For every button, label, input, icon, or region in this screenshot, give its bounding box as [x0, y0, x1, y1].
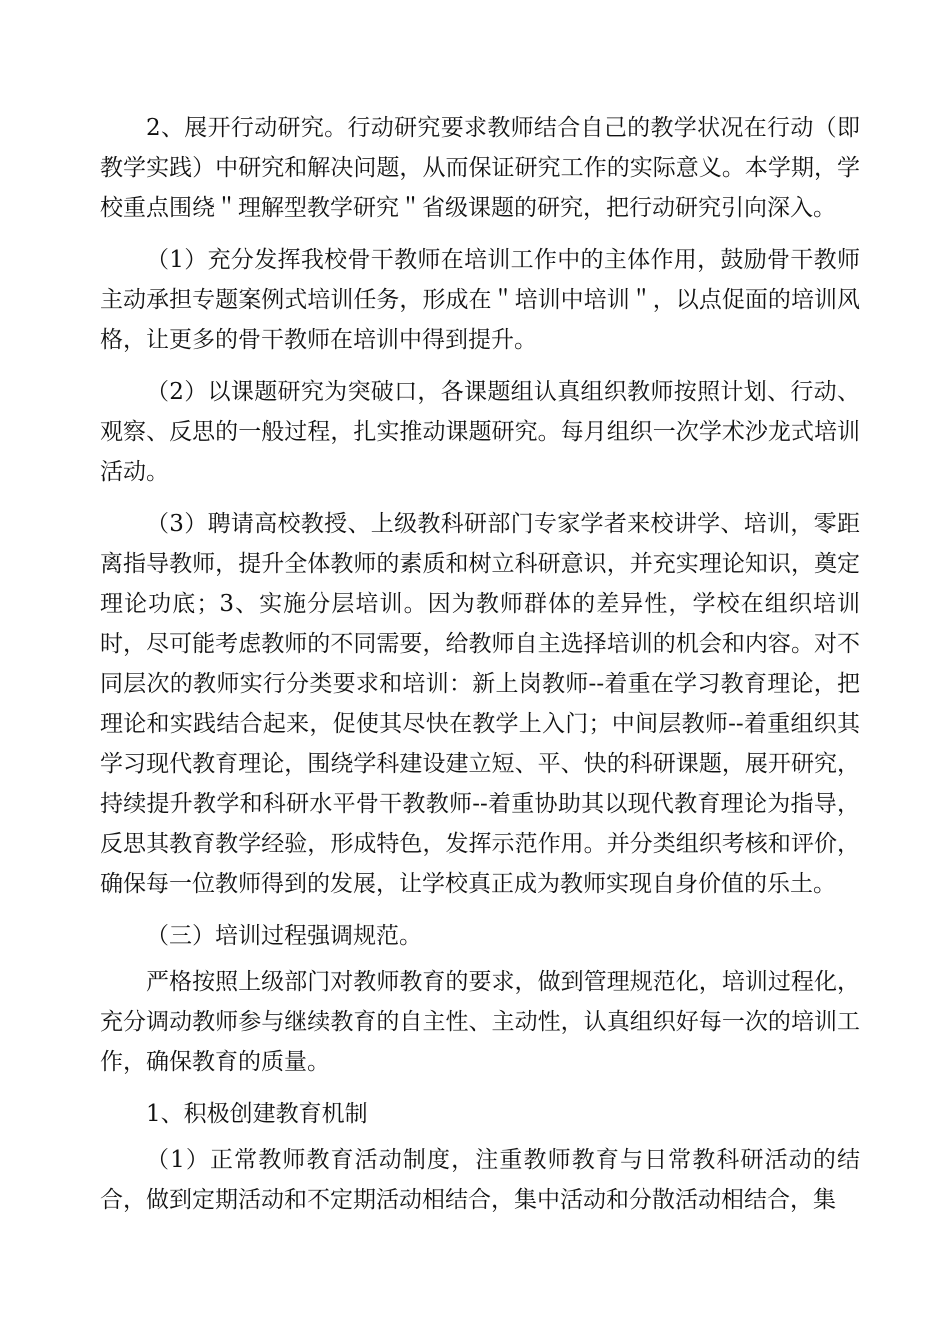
paragraph-item-2: （2）以课题研究为突破口，各课题组认真组织教师按照计划、行动、观察、反思的一般过程，扎实推动课题研究。每月组织一次学术沙龙式培训活动。 [100, 379, 860, 485]
paragraph-item-1: （1）充分发挥我校骨干教师在培训工作中的主体作用，鼓励骨干教师主动承担专题案例式培训任务，形成在＂培训中培训＂，以点促面的培训风格，让更多的骨干教师在培训中得到提升。 [100, 247, 860, 353]
paragraph-action-research: 2、展开行动研究。行动研究要求教师结合自己的教学状况在行动（即教学实践）中研究和解决问题，从而保证研究工作的实际意义。本学期，学校重点围绕＂理解型教学研究＂省级课题的研究，把行动研究引向深入。 [100, 115, 860, 221]
paragraph-item-3: （3）聘请高校教授、上级教科研部门专家学者来校讲学、培训，零距离指导教师，提升全体教师的素质和树立科研意识，并充实理论知识，奠定理论功底；3、实施分层培训。因为教师群体的差异性，学校在组织培训时，尽可能考虑教师的不同需要，给教师自主选择培训的机会和内容。对不同层次的教师实行分类要求和培训：新上岗教师--着重在学习教育理论，把理论和实践结合起来，促使其尽快在教学上入门；中间层教师--着重组织其学习现代教育理论，围绕学科建设建立短、平、快的科研课题，展开研究，持续提升教学和科研水平骨干教教师--着重协助其以现代教育理论为指导，反思其教育教学经验，形成特色，发挥示范作用。并分类组织考核和评价，确保每一位教师得到的发展，让学校真正成为教师实现自身价值的乐土。 [100, 511, 860, 897]
document-body [100, 108, 860, 1232]
paragraph-standards: 严格按照上级部门对教师教育的要求，做到管理规范化，培训过程化，充分调动教师参与继续教育的自主性、主动性，认真组织好每一次的培训工作，确保教育的质量。 [100, 969, 860, 1075]
section-heading-three: （三）培训过程强调规范。 [146, 923, 422, 949]
subheading-mechanism: 1、积极创建教育机制 [146, 1101, 368, 1127]
paragraph-mechanism-item-1: （1）正常教师教育活动制度，注重教师教育与日常教科研活动的结合，做到定期活动和不定期活动相结合，集中活动和分散活动相结合，集 [100, 1147, 860, 1213]
